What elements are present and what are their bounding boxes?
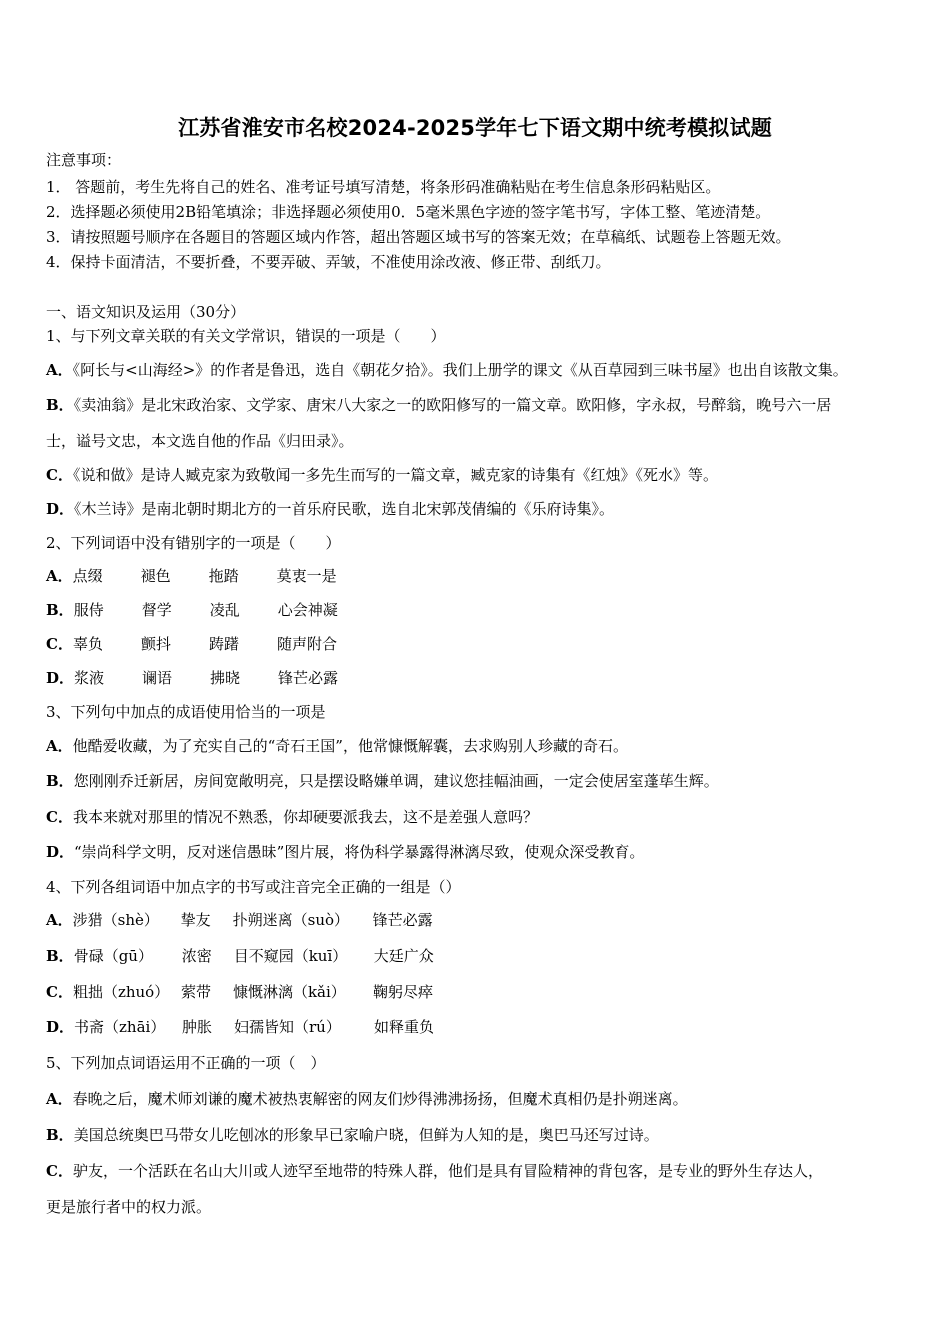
option-d bbox=[46, 842, 644, 862]
word: 谰语 bbox=[142, 669, 173, 687]
option-d bbox=[46, 668, 338, 688]
word: 粗拙（zhuó） bbox=[72, 983, 170, 1001]
question-stem: 4、下列各组词语中加点字的书写或注音完全正确的一组是（） bbox=[46, 878, 461, 896]
option-c bbox=[46, 807, 538, 827]
word: 大廷广众 bbox=[373, 947, 434, 965]
notice-heading: 注意事项： bbox=[46, 151, 122, 169]
word: 督学 bbox=[141, 601, 172, 619]
option-text: 《说和做》是诗人臧克家为致敬闻一多先生而写的一篇文章，臧克家的诗集有《红烛》《死水》等。 bbox=[72, 466, 718, 484]
option-label: D． bbox=[46, 669, 75, 687]
word: 锋芒必露 bbox=[372, 911, 433, 929]
option-b bbox=[46, 1125, 659, 1145]
word: 拖踏 bbox=[208, 567, 239, 585]
option-label: B． bbox=[46, 1126, 74, 1144]
option-text: 春晚之后，魔术师刘谦的魔术被热衷解密的网友们炒得沸沸扬扬，但魔术真相仍是扑朔迷离。 bbox=[72, 1090, 688, 1108]
option-label: B． bbox=[46, 772, 74, 790]
option-label: B． bbox=[46, 396, 74, 414]
word: 如释重负 bbox=[374, 1018, 435, 1036]
option-text: 您刚刚乔迁新居，房间宽敞明亮，只是摆设略嫌单调，建议您挂幅油画，一定会使居室蓬荜生辉。 bbox=[73, 772, 719, 790]
option-c bbox=[46, 634, 337, 654]
option-text: 驴友，一个活跃在名山大川或人迹罕至地带的特殊人群，他们是具有冒险精神的背包客，是专业的野外生存达人， bbox=[72, 1162, 823, 1180]
notice-item: 1． 答题前，考生先将自己的姓名、准考证号填写清楚，将条形码准确粘贴在考生信息条形码粘贴区。 bbox=[46, 178, 721, 196]
word: 褪色 bbox=[140, 567, 171, 585]
option-b-continued: 士，谥号文忠，本文选自他的作品《归田录》。 bbox=[46, 432, 354, 450]
option-c bbox=[46, 1161, 823, 1181]
option-label: A． bbox=[46, 361, 73, 379]
word: 挚友 bbox=[180, 911, 211, 929]
word: 辜负 bbox=[72, 635, 103, 653]
option-label: C． bbox=[46, 635, 73, 653]
option-text: 他酷爱收藏，为了充实自己的“奇石王国”，他常慷慨解囊，去求购别人珍藏的奇石。 bbox=[72, 737, 628, 755]
page-title: 江苏省淮安市名校2024-2025学年七下语文期中统考模拟试题 bbox=[178, 116, 772, 140]
option-b bbox=[46, 771, 719, 791]
option-b bbox=[46, 600, 338, 620]
word: 踌躇 bbox=[208, 635, 239, 653]
word: 浓密 bbox=[181, 947, 212, 965]
option-label: C． bbox=[46, 983, 73, 1001]
option-a bbox=[46, 360, 848, 380]
word: 心会神凝 bbox=[277, 601, 338, 619]
word: 涉猎（shè） bbox=[72, 911, 159, 929]
option-text: “崇尚科学文明，反对迷信愚昧”图片展，将伪科学暴露得淋漓尽致，使观众深受教育。 bbox=[74, 843, 645, 861]
word: 拂晓 bbox=[210, 669, 241, 687]
question-stem: 5、下列加点词语运用不正确的一项（ ） bbox=[46, 1054, 326, 1072]
option-label: A． bbox=[46, 911, 73, 929]
option-label: B． bbox=[46, 947, 74, 965]
option-label: C． bbox=[46, 1162, 73, 1180]
word: 颤抖 bbox=[140, 635, 171, 653]
word: 锋芒必露 bbox=[278, 669, 339, 687]
option-label: C． bbox=[46, 808, 73, 826]
option-label: D． bbox=[46, 843, 75, 861]
word: 莫衷一是 bbox=[276, 567, 337, 585]
option-label: B． bbox=[46, 601, 74, 619]
word: 随声附合 bbox=[276, 635, 337, 653]
option-d bbox=[46, 499, 614, 519]
option-label: D． bbox=[46, 500, 75, 518]
word: 萦带 bbox=[180, 983, 211, 1001]
word: 点缀 bbox=[72, 567, 103, 585]
option-a bbox=[46, 1089, 688, 1109]
word: 凌乱 bbox=[209, 601, 240, 619]
word: 妇孺皆知（rú） bbox=[234, 1018, 341, 1036]
option-c bbox=[46, 982, 433, 1002]
option-label: A． bbox=[46, 1090, 73, 1108]
word: 鞠躬尽瘁 bbox=[372, 983, 433, 1001]
option-a bbox=[46, 566, 337, 586]
option-c bbox=[46, 465, 718, 485]
question-stem: 1、与下列文章关联的有关文学常识，错误的一项是（ ） bbox=[46, 327, 446, 345]
section-heading: 一、语文知识及运用（30分） bbox=[46, 303, 246, 321]
notice-item: 2．选择题必须使用2B铅笔填涂；非选择题必须使用0．5毫米黑色字迹的签字笔书写，字体工整、笔迹清楚。 bbox=[46, 203, 771, 221]
word: 服侍 bbox=[73, 601, 104, 619]
word: 骨碌（gū） bbox=[73, 947, 153, 965]
option-label: A． bbox=[46, 567, 73, 585]
notice-item: 4．保持卡面清洁，不要折叠，不要弄破、弄皱，不准使用涂改液、修正带、刮纸刀。 bbox=[46, 253, 611, 271]
option-d bbox=[46, 1017, 434, 1037]
question-stem: 3、下列句中加点的成语使用恰当的一项是 bbox=[46, 703, 326, 721]
option-a bbox=[46, 736, 628, 756]
option-c-continued: 更是旅行者中的权力派。 bbox=[46, 1198, 212, 1216]
notice-item: 3．请按照题号顺序在各题目的答题区域内作答，超出答题区域书写的答案无效；在草稿纸、试题卷上答题无效。 bbox=[46, 228, 791, 246]
option-a bbox=[46, 910, 433, 930]
option-text: 美国总统奥巴马带女儿吃刨冰的形象早已家喻户晓，但鲜为人知的是，奥巴马还写过诗。 bbox=[73, 1126, 659, 1144]
option-label: C． bbox=[46, 466, 73, 484]
option-label: D． bbox=[46, 1018, 75, 1036]
option-text: 《卖油翁》是北宋政治家、文学家、唐宋八大家之一的欧阳修写的一篇文章。欧阳修，字永叔，号醉翁，晚号六一居 bbox=[73, 396, 832, 414]
word: 肿胀 bbox=[182, 1018, 213, 1036]
option-text: 《阿长与<山海经>》的作者是鲁迅，选自《朝花夕拾》。我们上册学的课文《从百草园到三味书屋》也出自该散文集。 bbox=[72, 361, 848, 379]
word: 扑朔迷离（suò） bbox=[232, 911, 350, 929]
question-stem: 2、下列词语中没有错别字的一项是（ ） bbox=[46, 534, 341, 552]
option-b bbox=[46, 395, 831, 415]
option-b bbox=[46, 946, 434, 966]
word: 慷慨淋漓（kǎi） bbox=[232, 983, 346, 1001]
option-text: 我本来就对那里的情况不熟悉，你却硬要派我去，这不是差强人意吗？ bbox=[72, 808, 538, 826]
word: 浆液 bbox=[74, 669, 105, 687]
option-text: 《木兰诗》是南北朝时期北方的一首乐府民歌，选自北宋郭茂倩编的《乐府诗集》。 bbox=[74, 500, 615, 518]
option-label: A． bbox=[46, 737, 73, 755]
word: 书斋（zhāi） bbox=[74, 1018, 166, 1036]
word: 目不窥园（kuī） bbox=[233, 947, 348, 965]
